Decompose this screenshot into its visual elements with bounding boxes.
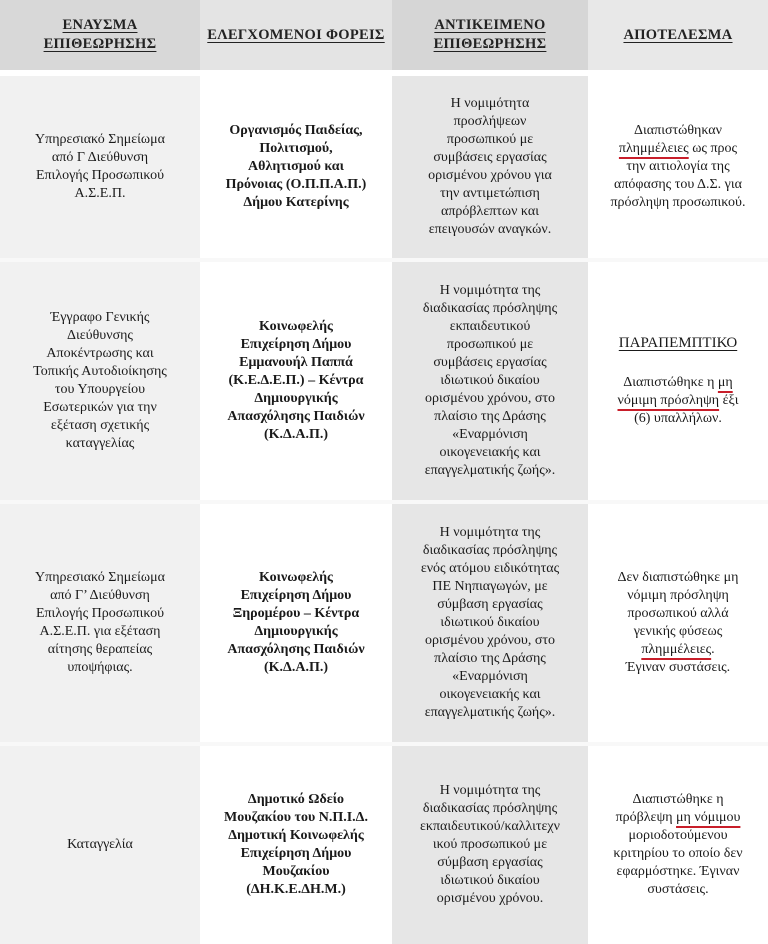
header-entities xyxy=(200,0,392,76)
pen-underline-mark: μη νόμιμου xyxy=(676,810,741,825)
header-result-label: ΑΠΟΤΕΛΕΣΜΑ xyxy=(623,26,733,43)
result-text-after: έξι (6) υπαλλήλων. xyxy=(634,393,739,426)
result-text-after: μοριοδοτούμενου κριτηρίου το οποίο δεν εφαρμόστηκε. Έγιναν συστάσεις. xyxy=(613,828,743,897)
header-trigger xyxy=(0,0,200,76)
header-entities-label: ΕΛΕΓΧΟΜΕΝΟΙ ΦΟΡΕΙΣ xyxy=(207,26,385,43)
table-row-3-subject: Η νομιμότητα της διαδικασίας πρόσληψης ενός ατόμου ειδικότητας ΠΕ Νηπιαγωγών, με σύμβαση εργασίας ιδιωτικού δικαίου ορισμένου χρόνου, στο πλαίσιο της Δράσης «Εναρμόνιση οικογενειακής και επαγγελματικής ζωής». xyxy=(392,500,588,742)
table-row-1-trigger: Υπηρεσιακό Σημείωμα από Γ Διεύθυνση Επιλογής Προσωπικού Α.Σ.Ε.Π. xyxy=(0,76,200,258)
table-row-1-subject: Η νομιμότητα προσλήψεων προσωπικού με συμβάσεις εργασίας ορισμένου χρόνου για την αντιμετώπιση απρόβλεπτων και επειγουσών αναγκών. xyxy=(392,76,588,258)
table-row-4-entity: Δημοτικό Ωδείο Μουζακίου του Ν.Π.Ι.Δ. Δημοτική Κοινωφελής Επιχείρηση Δήμου Μουζακίου (ΔΗ.Κ.Ε.ΔΗ.Μ.) xyxy=(200,742,392,944)
table-row-4-subject: Η νομιμότητα της διαδικασίας πρόσληψης εκπαιδευτικού/καλλιτεχν ικού προσωπικού με σύμβαση εργασίας ιδιωτικού δικαίου ορισμένου χρόνου. xyxy=(392,742,588,944)
result-text xyxy=(618,374,739,428)
table-row-4-result xyxy=(588,742,768,944)
referral-label: ΠΑΡΑΠΕΜΠΤΙΚΟ xyxy=(618,335,738,351)
header-result xyxy=(588,0,768,76)
table-row-3-trigger: Υπηρεσιακό Σημείωμα από Γ’ Διεύθυνση Επιλογής Προσωπικού Α.Σ.Ε.Π. για εξέταση αίτησης θεραπείας υποψήφιας. xyxy=(0,500,200,742)
pen-underline-mark: πλημμέλειες xyxy=(641,642,712,657)
table-row-3-result xyxy=(588,500,768,742)
result-text-after: ως προς την αιτιολογία της απόφασης του Δ.Σ. για πρόσληψη προσωπικού. xyxy=(610,141,746,210)
result-text-before: Δεν διαπιστώθηκε μη νόμιμη πρόσληψη προσωπικού αλλά γενικής φύσεως xyxy=(617,570,739,639)
table-row-3-entity: Κοινωφελής Επιχείρηση Δήμου Ξηρομέρου – Κέντρα Δημιουργικής Απασχόλησης Παιδιών (Κ.Δ.Α.Π.) xyxy=(200,500,392,742)
result-text-before: Διαπιστώθηκε η πρόβλεψη xyxy=(615,792,724,825)
result-text-before: Διαπιστώθηκαν xyxy=(634,123,722,138)
result-text xyxy=(613,791,742,899)
header-subject xyxy=(392,0,588,76)
table-row-2-result xyxy=(588,258,768,500)
header-trigger-label: ΕΝΑΥΣΜΑ ΕΠΙΘΕΩΡΗΣΗΣ xyxy=(43,17,157,52)
table-row-4-trigger: Καταγγελία xyxy=(0,742,200,944)
table-row-1-result xyxy=(588,76,768,258)
pen-underline-mark: πλημμέλειες xyxy=(618,141,689,156)
table-row-2-trigger: Έγγραφο Γενικής Διεύθυνσης Αποκέντρωσης και Τοπικής Αυτοδιοίκησης του Υπουργείου Εσωτερικών για την εξέταση σχετικής καταγγελίας xyxy=(0,258,200,500)
table-row-2-entity: Κοινωφελής Επιχείρηση Δήμου Εμμανουήλ Παππά (Κ.Ε.Δ.Ε.Π.) – Κέντρα Δημιουργικής Απασχόλησης Παιδιών (Κ.Δ.Α.Π.) xyxy=(200,258,392,500)
result-text-before: Διαπιστώθηκε η xyxy=(623,375,718,390)
table-row-1-entity: Οργανισμός Παιδείας, Πολιτισμού, Αθλητισμού και Πρόνοιας (Ο.Π.Π.Α.Π.) Δήμου Κατερίνης xyxy=(200,76,392,258)
result-text xyxy=(610,122,745,212)
header-subject-label: ΑΝΤΙΚΕΙΜΕΝΟ ΕΠΙΘΕΩΡΗΣΗΣ xyxy=(433,17,547,52)
result-text xyxy=(618,569,739,677)
result-text-after: . Έγιναν συστάσεις. xyxy=(625,642,731,675)
table-row-2-subject: Η νομιμότητα της διαδικασίας πρόσληψης εκπαιδευτικού προσωπικού με συμβάσεις εργασίας ιδιωτικού δικαίου ορισμένου χρόνου, στο πλαίσιο της Δράσης «Εναρμόνιση οικογενειακής και επαγγελματικής ζωής». xyxy=(392,258,588,500)
pen-underline-mark: μη νόμιμη πρόσληψη xyxy=(617,375,733,408)
